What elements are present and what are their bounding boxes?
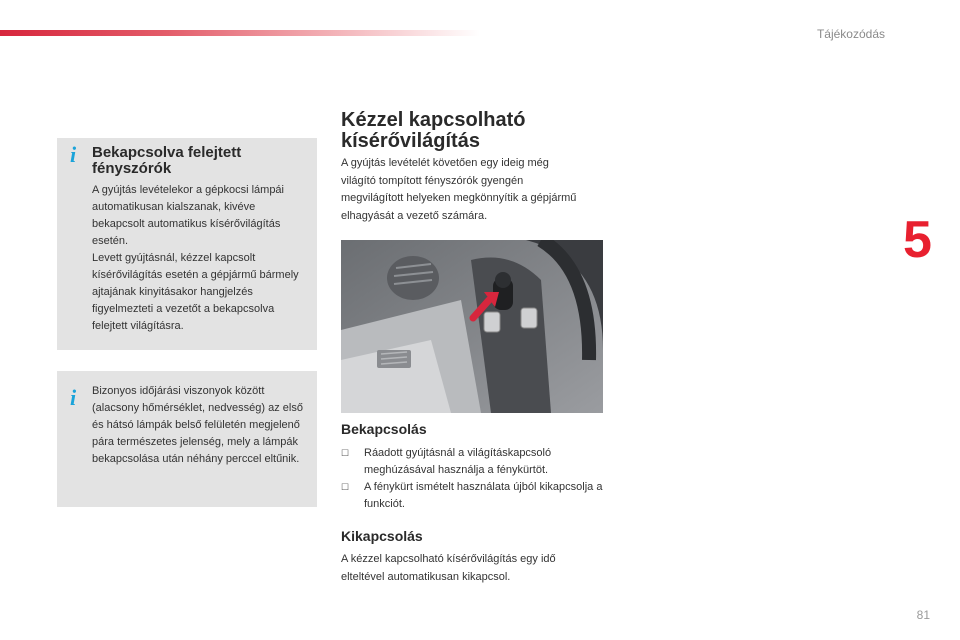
section-title-on: Bekapcsolás [341, 421, 427, 437]
bullet-text: Ráadott gyújtásnál a világításkapcsoló meghúzásával használja a fénykürtöt. [364, 447, 552, 476]
box-paragraph-1: A gyújtás levételekor a gépkocsi lámpái automatikusan kialszanak, kivéve bekapcsolt automatikus kísérővilágítás esetén. [92, 184, 284, 247]
info-box-condensation [57, 371, 317, 507]
section-off-text: A kézzel kapcsolható kísérővilágítás egy idő elteltével automatikusan kikapcsol. [341, 553, 556, 583]
chapter-number: 5 [903, 211, 932, 269]
page-title: Kézzel kapcsolható kísérővilágítás [341, 109, 526, 152]
bullet-item [341, 479, 603, 513]
headlamp-stalk-photo [341, 240, 603, 413]
bullet-text: A fénykürt ismételt használata újból kikapcsolja a funkciót. [364, 481, 603, 510]
box-paragraph: Bizonyos időjárási viszonyok között (alacsony hőmérséklet, nedvesség) az első és hátsó lámpák belső felületén megjelenő pára természetes jelenség, mely a lámpák bekapcsolása után néhány perccel eltűnik. [92, 385, 303, 465]
box-title: Bekapcsolva felejtett fényszórók [92, 144, 242, 177]
section-title-off: Kikapcsolás [341, 528, 423, 544]
headlamp-stalk-illustration [341, 240, 603, 413]
top-color-band [0, 30, 480, 36]
info-box-forgotten-lights [57, 138, 317, 350]
info-icon: i [70, 142, 77, 167]
box-paragraph-2: Levett gyújtásnál, kézzel kapcsolt kísérővilágítás esetén a gépjármű bármely ajtajának kinyitásakor hangjelzés figyelmezteti a vezetőt a bekapcsolva felejtett világításra. [92, 252, 299, 332]
bullet-item [341, 445, 603, 479]
section-label: Tájékozódás [816, 27, 885, 41]
info-icon: i [70, 385, 77, 410]
intro-paragraph: A gyújtás levételét követően egy ideig még világító tompított fényszórók gyengén megvilágított helyeken megkönnyítik a gépjármű elhagyását a vezető számára. [341, 157, 577, 222]
checkbox-bullet-icon: ☐ [341, 448, 350, 458]
page-number: 81 [916, 608, 930, 622]
checkbox-bullet-icon: ☐ [341, 482, 350, 492]
